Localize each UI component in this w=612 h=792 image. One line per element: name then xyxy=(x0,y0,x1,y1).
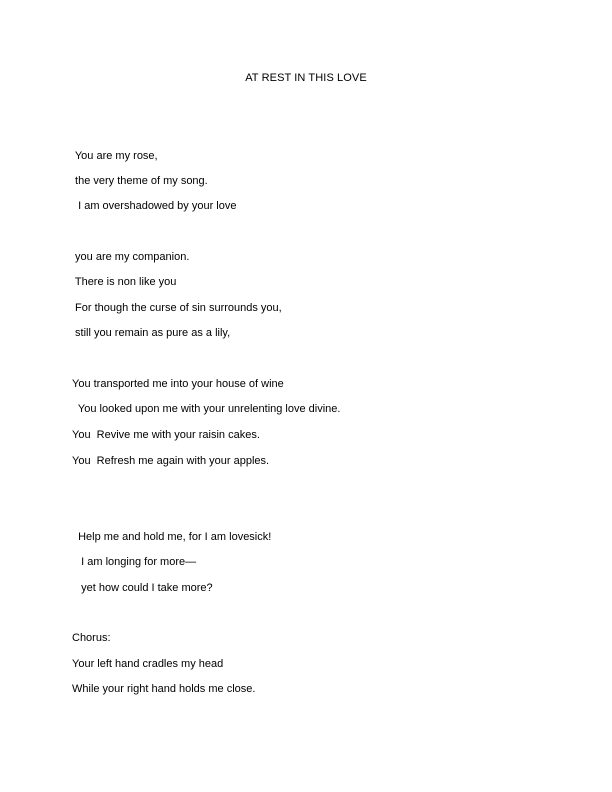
stanza-2-line-2: There is non like you xyxy=(72,276,177,288)
stanza-4-line-3: yet how could I take more? xyxy=(72,582,213,594)
stanza-3-line-1: You transported me into your house of wine xyxy=(72,378,284,390)
stanza-3-line-3: You Revive me with your raisin cakes. xyxy=(72,429,260,441)
chorus-line-2: While your right hand holds me close. xyxy=(72,683,256,695)
stanza-3-line-4: You Refresh me again with your apples. xyxy=(72,455,270,467)
stanza-2-line-1: you are my companion. xyxy=(72,251,190,263)
chorus-heading xyxy=(72,632,111,645)
chorus-label: Chorus xyxy=(72,632,108,644)
chorus-line-1: Your left hand cradles my head xyxy=(72,658,224,670)
stanza-3-line-2: You looked upon me with your unrelenting love divine. xyxy=(72,403,341,415)
stanza-1-line-1: You are my rose, xyxy=(72,150,158,162)
chorus-colon: : xyxy=(107,632,111,644)
poem-title: AT REST IN THIS LOVE xyxy=(245,72,367,84)
stanza-1-line-2: the very theme of my song. xyxy=(72,175,208,187)
stanza-2-line-3: For though the curse of sin surrounds you, xyxy=(72,302,282,314)
stanza-4-line-2: I am longing for more— xyxy=(72,556,197,568)
stanza-2-line-4: still you remain as pure as a lily, xyxy=(72,327,231,339)
stanza-4-line-1: Help me and hold me, for I am lovesick! xyxy=(72,531,272,543)
stanza-1-line-3: I am overshadowed by your love xyxy=(72,200,237,212)
